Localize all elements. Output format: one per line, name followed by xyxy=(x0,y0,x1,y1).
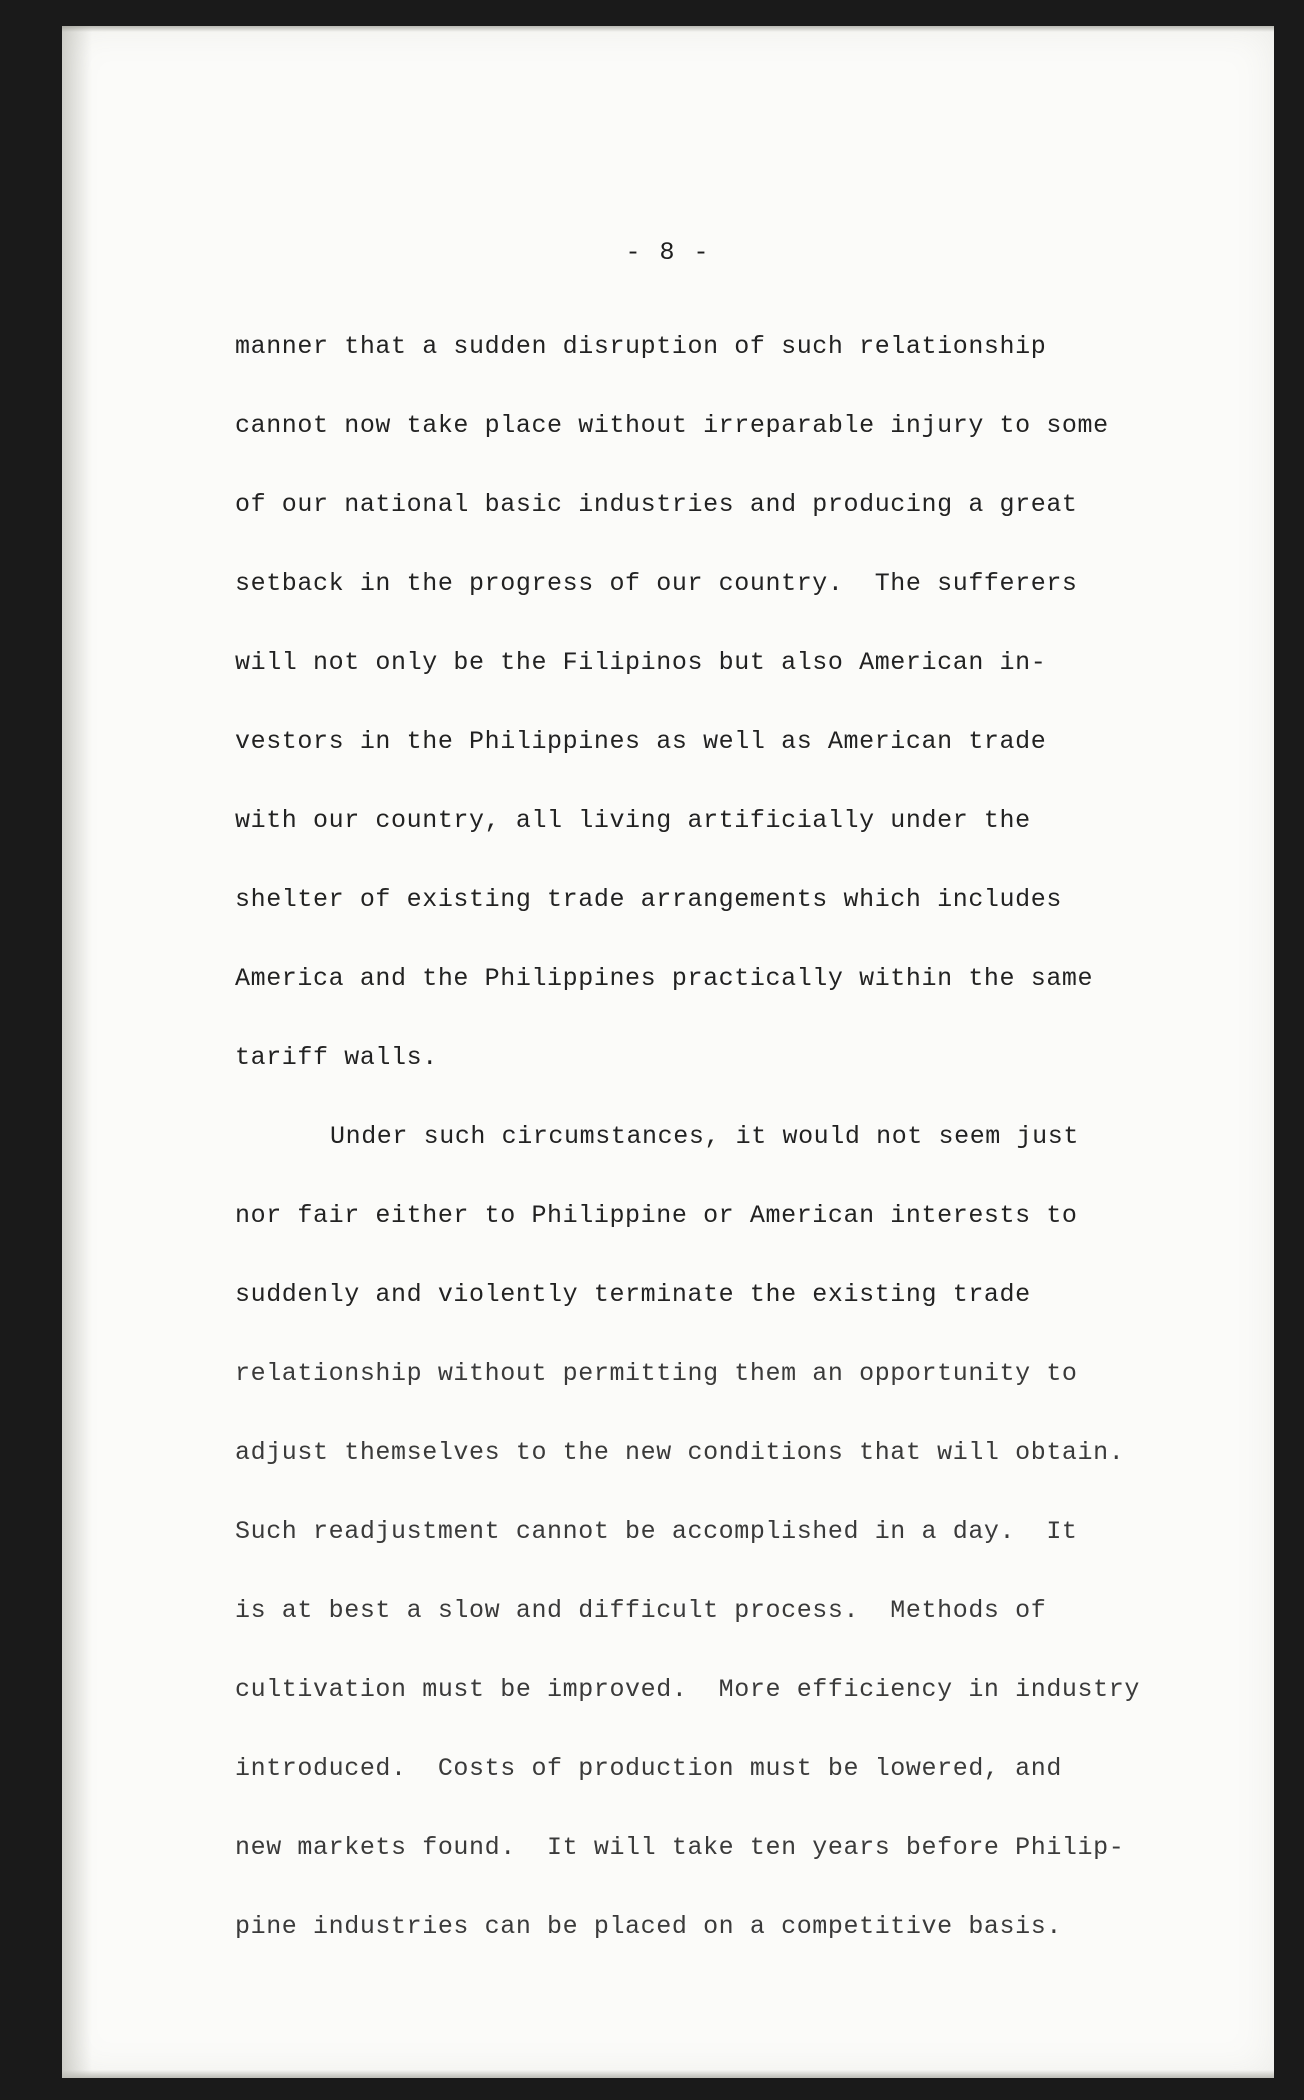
text-line: pine industries can be placed on a competitive basis. xyxy=(235,1912,1062,1941)
text-line: introduced. Costs of production must be lowered, and xyxy=(235,1754,1062,1783)
page-top-edge xyxy=(62,26,1274,32)
text-line: shelter of existing trade arrangements which includes xyxy=(235,885,1062,914)
document-page xyxy=(62,26,1274,2078)
text-line: suddenly and violently terminate the existing trade xyxy=(235,1280,1031,1309)
text-line: cultivation must be improved. More efficiency in industry xyxy=(235,1675,1140,1704)
text-line: Such readjustment cannot be accomplished in a day. It xyxy=(235,1517,1078,1546)
page-left-edge xyxy=(62,26,92,2078)
text-line: Under such circumstances, it would not seem just xyxy=(330,1122,1079,1151)
text-line: of our national basic industries and producing a great xyxy=(235,490,1078,519)
text-line: manner that a sudden disruption of such relationship xyxy=(235,332,1047,361)
page-number: - 8 - xyxy=(625,238,711,267)
text-line: adjust themselves to the new conditions that will obtain. xyxy=(235,1438,1125,1467)
text-line: cannot now take place without irreparable injury to some xyxy=(235,411,1109,440)
text-line: tariff walls. xyxy=(235,1043,438,1072)
text-line: with our country, all living artificially under the xyxy=(235,806,1031,835)
text-line: will not only be the Filipinos but also American in- xyxy=(235,648,1047,677)
text-line: nor fair either to Philippine or American interests to xyxy=(235,1201,1078,1230)
text-line: America and the Philippines practically within the same xyxy=(235,964,1094,993)
page-bottom-edge xyxy=(62,2070,1274,2078)
text-line: relationship without permitting them an opportunity to xyxy=(235,1359,1078,1388)
text-line: setback in the progress of our country. The sufferers xyxy=(235,569,1078,598)
text-line: is at best a slow and difficult process. Methods of xyxy=(235,1596,1047,1625)
text-line: new markets found. It will take ten years before Philip- xyxy=(235,1833,1125,1862)
text-line: vestors in the Philippines as well as American trade xyxy=(235,727,1047,756)
